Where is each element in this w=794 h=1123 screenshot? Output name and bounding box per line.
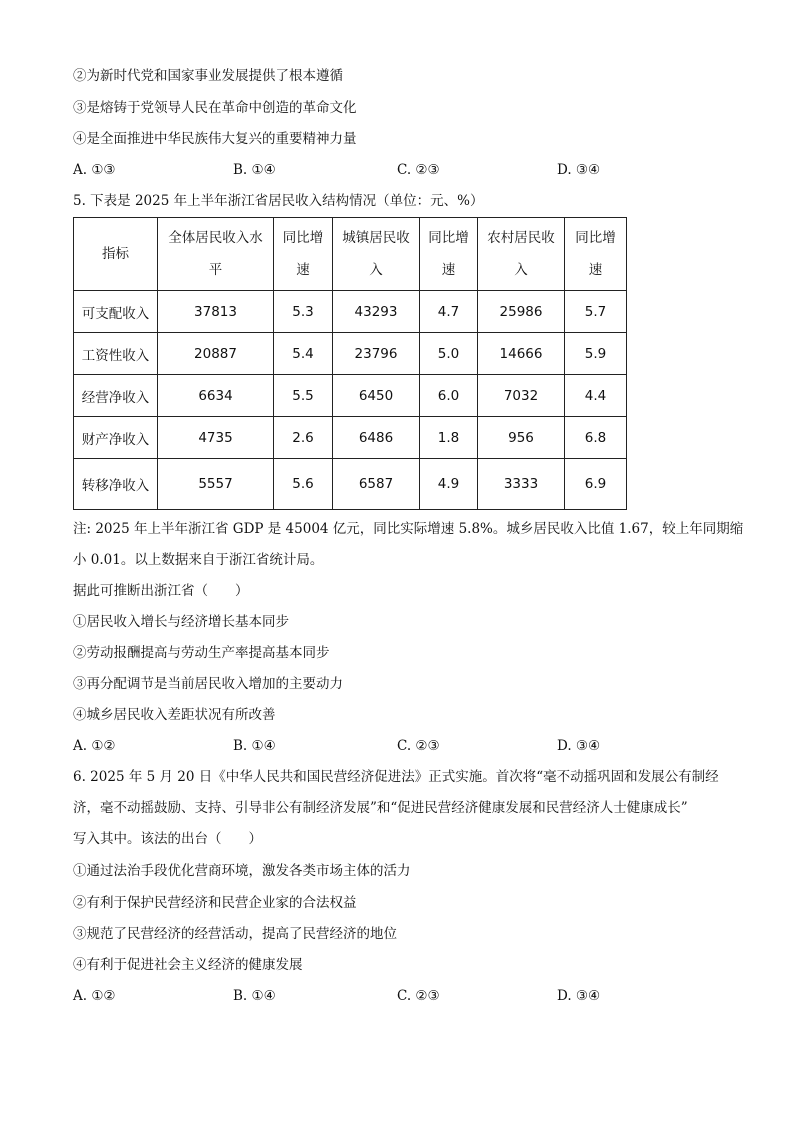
table-cell: 25986: [478, 291, 565, 333]
table-cell: 4.9: [420, 459, 478, 510]
q5-option-c[interactable]: C. ②③: [397, 738, 440, 754]
table-cell: 14666: [478, 333, 565, 375]
q4-statement-2: ②为新时代党和国家事业发展提供了根本遵循: [73, 68, 343, 84]
q5-statement-3: ③再分配调节是当前居民收入增加的主要动力: [73, 676, 343, 692]
table-cell: 5.6: [274, 459, 333, 510]
table-row: [74, 417, 627, 459]
table-cell: 5.9: [565, 333, 627, 375]
table-cell: 6450: [333, 375, 420, 417]
table-row: [74, 291, 627, 333]
q6-option-b[interactable]: B. ①④: [233, 988, 276, 1004]
q4-option-c[interactable]: C. ②③: [397, 162, 440, 178]
table-cell: 3333: [478, 459, 565, 510]
q6-option-c[interactable]: C. ②③: [397, 988, 440, 1004]
table-cell: 37813: [158, 291, 274, 333]
q5-option-a[interactable]: A. ①②: [73, 738, 116, 754]
q5-statement-1: ①居民收入增长与经济增长基本同步: [73, 614, 289, 630]
header-all-growth: 同比增速: [274, 218, 333, 291]
income-structure-table: [73, 217, 627, 510]
row-label: 工资性收入: [74, 333, 158, 375]
table-row: [74, 333, 627, 375]
table-cell: 6.9: [565, 459, 627, 510]
table-cell: 6634: [158, 375, 274, 417]
q6-option-d[interactable]: D. ③④: [557, 988, 601, 1004]
q5-statement-4: ④城乡居民收入差距状况有所改善: [73, 707, 276, 723]
q4-statement-4: ④是全面推进中华民族伟大复兴的重要精神力量: [73, 131, 357, 147]
q6-stem-line-2: 济，毫不动摇鼓励、支持、引导非公有制经济发展”和“促进民营经济健康发展和民营经济人士健康成长”: [73, 800, 688, 816]
row-label: 财产净收入: [74, 417, 158, 459]
q5-note-line-1: 注: 2025 年上半年浙江省 GDP 是 45004 亿元，同比实际增速 5.8%。城乡居民收入比值 1.67，较上年同期缩: [73, 521, 744, 537]
header-rural-income: 农村居民收入: [478, 218, 565, 291]
row-label: 转移净收入: [74, 459, 158, 510]
table-cell: 6486: [333, 417, 420, 459]
table-row: [74, 375, 627, 417]
q4-option-b[interactable]: B. ①④: [233, 162, 276, 178]
q6-options: [73, 987, 673, 1005]
table-cell: 43293: [333, 291, 420, 333]
q4-option-a[interactable]: A. ①③: [73, 162, 116, 178]
q4-statement-3: ③是熔铸于党领导人民在革命中创造的革命文化: [73, 100, 357, 116]
table-header-row: [74, 218, 627, 291]
table-cell: 4735: [158, 417, 274, 459]
header-rural-growth: 同比增速: [565, 218, 627, 291]
header-all-income: 全体居民收入水平: [158, 218, 274, 291]
header-urban-growth: 同比增速: [420, 218, 478, 291]
table-cell: 5.5: [274, 375, 333, 417]
q5-options: [73, 737, 673, 755]
table-cell: 4.4: [565, 375, 627, 417]
table-cell: 7032: [478, 375, 565, 417]
q6-statement-3: ③规范了民营经济的经营活动，提高了民营经济的地位: [73, 926, 397, 942]
q4-option-d[interactable]: D. ③④: [557, 162, 601, 178]
q6-statement-2: ②有利于保护民营经济和民营企业家的合法权益: [73, 895, 357, 911]
q5-prompt: 据此可推断出浙江省（ ）: [73, 583, 249, 599]
q5-stem: 5. 下表是 2025 年上半年浙江省居民收入结构情况（单位：元、%）: [73, 193, 484, 209]
table-cell: 6.8: [565, 417, 627, 459]
table-row: [74, 459, 627, 510]
q5-option-b[interactable]: B. ①④: [233, 738, 276, 754]
q6-option-a[interactable]: A. ①②: [73, 988, 116, 1004]
q6-stem-line-1: 6. 2025 年 5 月 20 日《中华人民共和国民营经济促进法》正式实施。首次将“毫不动摇巩固和发展公有制经: [73, 769, 719, 785]
table-cell: 2.6: [274, 417, 333, 459]
q5-note-line-2: 小 0.01。以上数据来自于浙江省统计局。: [73, 552, 324, 568]
table-cell: 5.3: [274, 291, 333, 333]
row-label: 经营净收入: [74, 375, 158, 417]
table-cell: 5557: [158, 459, 274, 510]
table-cell: 4.7: [420, 291, 478, 333]
q6-statement-1: ①通过法治手段优化营商环境，激发各类市场主体的活力: [73, 863, 411, 879]
table-cell: 20887: [158, 333, 274, 375]
table-cell: 1.8: [420, 417, 478, 459]
table-cell: 5.7: [565, 291, 627, 333]
table-cell: 5.4: [274, 333, 333, 375]
row-label: 可支配收入: [74, 291, 158, 333]
q6-statement-4: ④有利于促进社会主义经济的健康发展: [73, 957, 303, 973]
table-cell: 5.0: [420, 333, 478, 375]
q6-stem-line-3: 写入其中。该法的出台（ ）: [73, 831, 262, 847]
table-cell: 6587: [333, 459, 420, 510]
table-cell: 23796: [333, 333, 420, 375]
table-cell: 956: [478, 417, 565, 459]
q5-option-d[interactable]: D. ③④: [557, 738, 601, 754]
q5-statement-2: ②劳动报酬提高与劳动生产率提高基本同步: [73, 645, 330, 661]
table-cell: 6.0: [420, 375, 478, 417]
header-indicator: 指标: [74, 218, 158, 291]
header-urban-income: 城镇居民收入: [333, 218, 420, 291]
q4-options: [73, 161, 673, 179]
